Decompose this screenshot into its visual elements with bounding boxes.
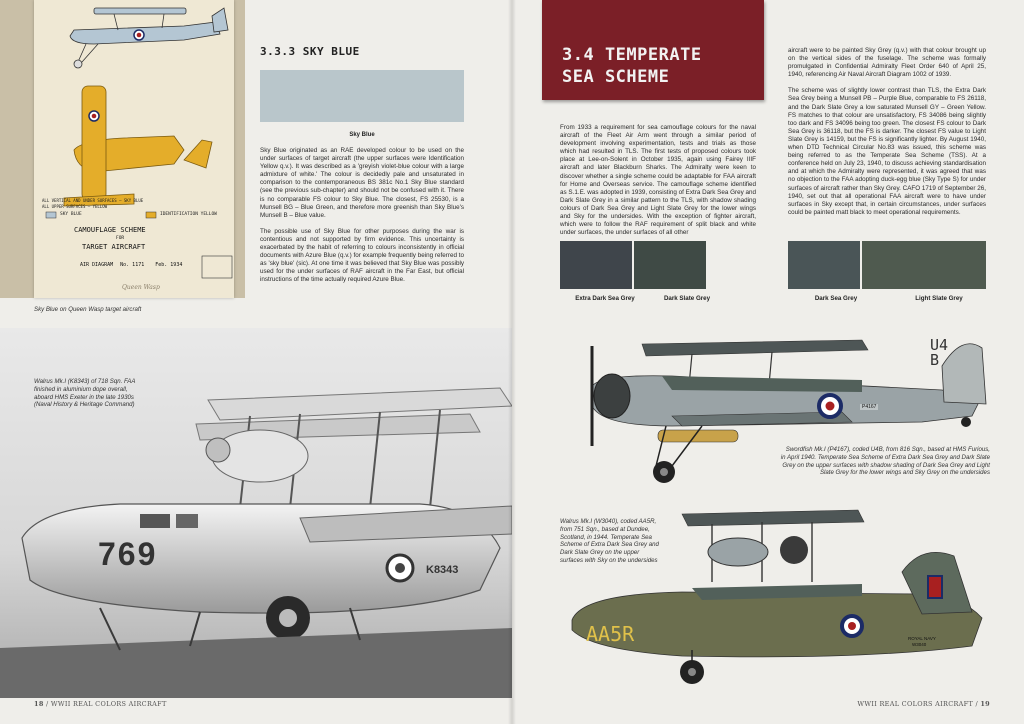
swatch-dark-slate-grey — [634, 241, 706, 289]
diagram-stamp: Queen Wasp — [122, 284, 160, 291]
diagram-ref — [80, 262, 182, 268]
hull-code: 769 — [98, 536, 158, 572]
page-gutter — [508, 0, 516, 724]
left-text-column — [260, 147, 464, 285]
diagram-legend-ident: IDENTIFICATION YELLOW — [160, 212, 217, 217]
camouflage-diagram-drawing — [34, 0, 234, 298]
right-footer: WWII REAL COLORS AIRCRAFT / 19 — [857, 700, 990, 708]
swatch-label-dark-sea-grey: Dark Sea Grey — [814, 295, 858, 302]
hull-serial: K8343 — [426, 564, 459, 576]
walrus-photo — [0, 328, 512, 698]
diagram-caption: Sky Blue on Queen Wasp target aircraft — [34, 306, 142, 313]
section-badge — [542, 0, 764, 100]
body-paragraph: aircraft were to be painted Sky Grey (q.v.) with that colour brought up on the vertical sides of the fuselage. The scheme was formally promulgated in Confidential Admiralty Fleet Order 640 of April 25, 1940, referencing Air Naval Aircraft Diagram 1002 of 1939. — [788, 47, 986, 79]
walrus-caption: Walrus Mk.I (W3040), coded AA5R, from 751 Sqn., based at Dundee, Scotland, in 1944. Temperate Sea Scheme of Extra Dark Sea Grey and Dark Slate Grey on the upper surfaces with Sky on the undersides — [560, 518, 659, 564]
right-text-right-column — [788, 47, 986, 217]
archive-diagram — [0, 0, 245, 298]
swordfish-code: U4B — [930, 336, 949, 369]
walrus-code: AA5R — [586, 622, 635, 646]
swatch-dark-sea-grey — [788, 241, 860, 289]
body-paragraph: From 1933 a requirement for sea camouflage colours for the naval aircraft of the Fleet Air Arm went through a similar period of development involving experimentation, tests and trials as those which had resulted in TLS. The first tests of proposed colours took place at Lee-on-Solent in October 1935, again using Fairey IIIF aircraft and later Blackburn Sharks. The Admiralty were keen to discover whether a single scheme could be adaptable for FAA aircraft for Home and Overseas service. The camouflage scheme identified as S.1.E. was adopted in 1939, consisting of Extra Dark Sea Grey and Dark Slate Grey in a similar pattern to the TLS, with shadow shading colours of Dark Sea Grey and Light Slate Grey for the lower wings and Sky for the undersides. With the exception of fighter aircraft, which were to follow the RAF requirement of split black and white under surfaces, the under surfaces of all other — [560, 124, 757, 237]
swatch-label-dark-slate-grey: Dark Slate Grey — [663, 295, 711, 302]
page-number-right: 19 — [980, 700, 990, 708]
body-paragraph: The possible use of Sky Blue for other purposes during the war is contentious and not supported by firm evidence. This uncertainty is exacerbated by the habit of referring to colours inconsistently in official documents with Azure Blue (q.v.) for example frequently being referred to as 'sky blue' (sic). At one time it was believed that Sky Blue was possibly used for the under surfaces of RAF aircraft in the Far East, but official instructions of the time actually required Azure Blue. — [260, 227, 464, 284]
diagram-title-1: CAMOUFLAGE SCHEME — [74, 226, 146, 234]
diagram-ref-date: Feb. 1934 — [155, 262, 183, 268]
swatch-label-extra-dark-sea-grey: Extra Dark Sea Grey — [575, 295, 635, 302]
swordfish-caption: Swordfish Mk.I (P4167), coded U4B, from 816 Sqn., based at HMS Furious, in April 1940. Temperate Sea Scheme of Extra Dark Sea Grey and Dark Slate Grey on the upper surfaces with shadow shading of Dark Sea Grey and Light Slate Grey for the lower wings and Sky Grey on the undersides — [780, 446, 990, 477]
diagram-title-2: FOR — [116, 236, 125, 241]
sky-blue-swatch-label: Sky Blue — [349, 132, 375, 138]
diagram-note-2: ALL UPPER SURFACES – YELLOW — [42, 204, 108, 209]
swatch-light-slate-grey — [862, 241, 986, 289]
right-text-left-column — [560, 124, 756, 237]
walrus-navy-marking: ROYAL NAVY — [908, 636, 936, 641]
diagram-ref-number: No. 1171 — [120, 262, 145, 268]
swatch-extra-dark-sea-grey — [560, 241, 632, 289]
photo-caption: Walrus Mk.I (K8343) of 718 Sqn. FAA finished in aluminium dope overall, aboard HMS Exeter in the late 1930s (Naval History & Heritage Command) — [34, 378, 136, 409]
heading-line-1: 3.4 TEMPERATE — [562, 45, 702, 65]
diagram-legend-sky: SKY BLUE — [60, 212, 82, 217]
section-heading-tss — [562, 44, 702, 88]
running-title-left: WWII REAL COLORS AIRCRAFT — [50, 700, 167, 708]
body-paragraph: Sky Blue originated as an RAE developed colour to be used on the under surfaces of target aircraft (the upper surfaces were Identification Yellow q.v.). It was described as a 'greyish violet-blue colour with a large admixture of white.' The colour is decidedly pale and unsaturated in comparison to the contemporaneous BS 381c No.1 Sky Blue standard (see the previous sub-chapter) and should not be confused with it. There is no comparable FS colour to Sky Blue. The closest, FS 25530, is a Munsell BG – Blue Green, and therefore more greenish than Sky Blue's Munsell B – Blue value. — [260, 147, 464, 219]
running-title-right: WWII REAL COLORS AIRCRAFT — [857, 700, 974, 708]
diagram-title-3: TARGET AIRCRAFT — [82, 243, 146, 251]
right-page — [512, 0, 1024, 724]
section-heading-sky-blue: 3.3.3 SKY BLUE — [260, 45, 360, 58]
diagram-note-1: ALL VERTICAL AND UNDER SURFACES – SKY BLUE — [42, 198, 144, 203]
swatch-label-light-slate-grey: Light Slate Grey — [915, 295, 963, 302]
walrus-serial: W3040 — [912, 642, 927, 647]
body-paragraph: The scheme was of slightly lower contrast than TLS, the Extra Dark Sea Grey being a Munsell PB – Purple Blue, comparable to FS 26118, and the Dark Slate Grey a low saturated Munsell GY – Green Yellow. FS matches to that colour are unsatisfactory, FS 34086 being slightly too dark and FS 34096 being too green. The closest FS colour to Dark Sea Grey is 36118, but the FS is darker. The closest FS value to Light Slate Grey is 14159, but the FS is significantly lighter. By August 1940, when DTD Technical Circular No.83 was issued, this scheme was being referred to as the Temperate Sea Scheme (TSS). At a conference held on July 23, 1940, to discuss achieving standardisation and at which the Admiralty were represented, it was agreed that was no objection to the FAA adopting duck-egg blue (Sky Type S) for under surfaces of aircraft rather than Sky Grey. CAFO 1719 of September 26, 1940, set out that all operational FAA aircraft were to have under surfaces in Sky except that, in certain circumstances, under surfaces could be painted matt black to meet operational requirements. — [788, 87, 986, 216]
diagram-ref-label: AIR DIAGRAM — [80, 262, 114, 268]
diagram-paper — [34, 0, 234, 298]
sky-blue-swatch — [260, 70, 464, 122]
swordfish-serial: P4167 — [862, 404, 877, 410]
heading-line-2: SEA SCHEME — [562, 67, 670, 87]
left-footer: 18 / WWII REAL COLORS AIRCRAFT — [34, 700, 167, 708]
page-number-left: 18 — [34, 700, 44, 708]
